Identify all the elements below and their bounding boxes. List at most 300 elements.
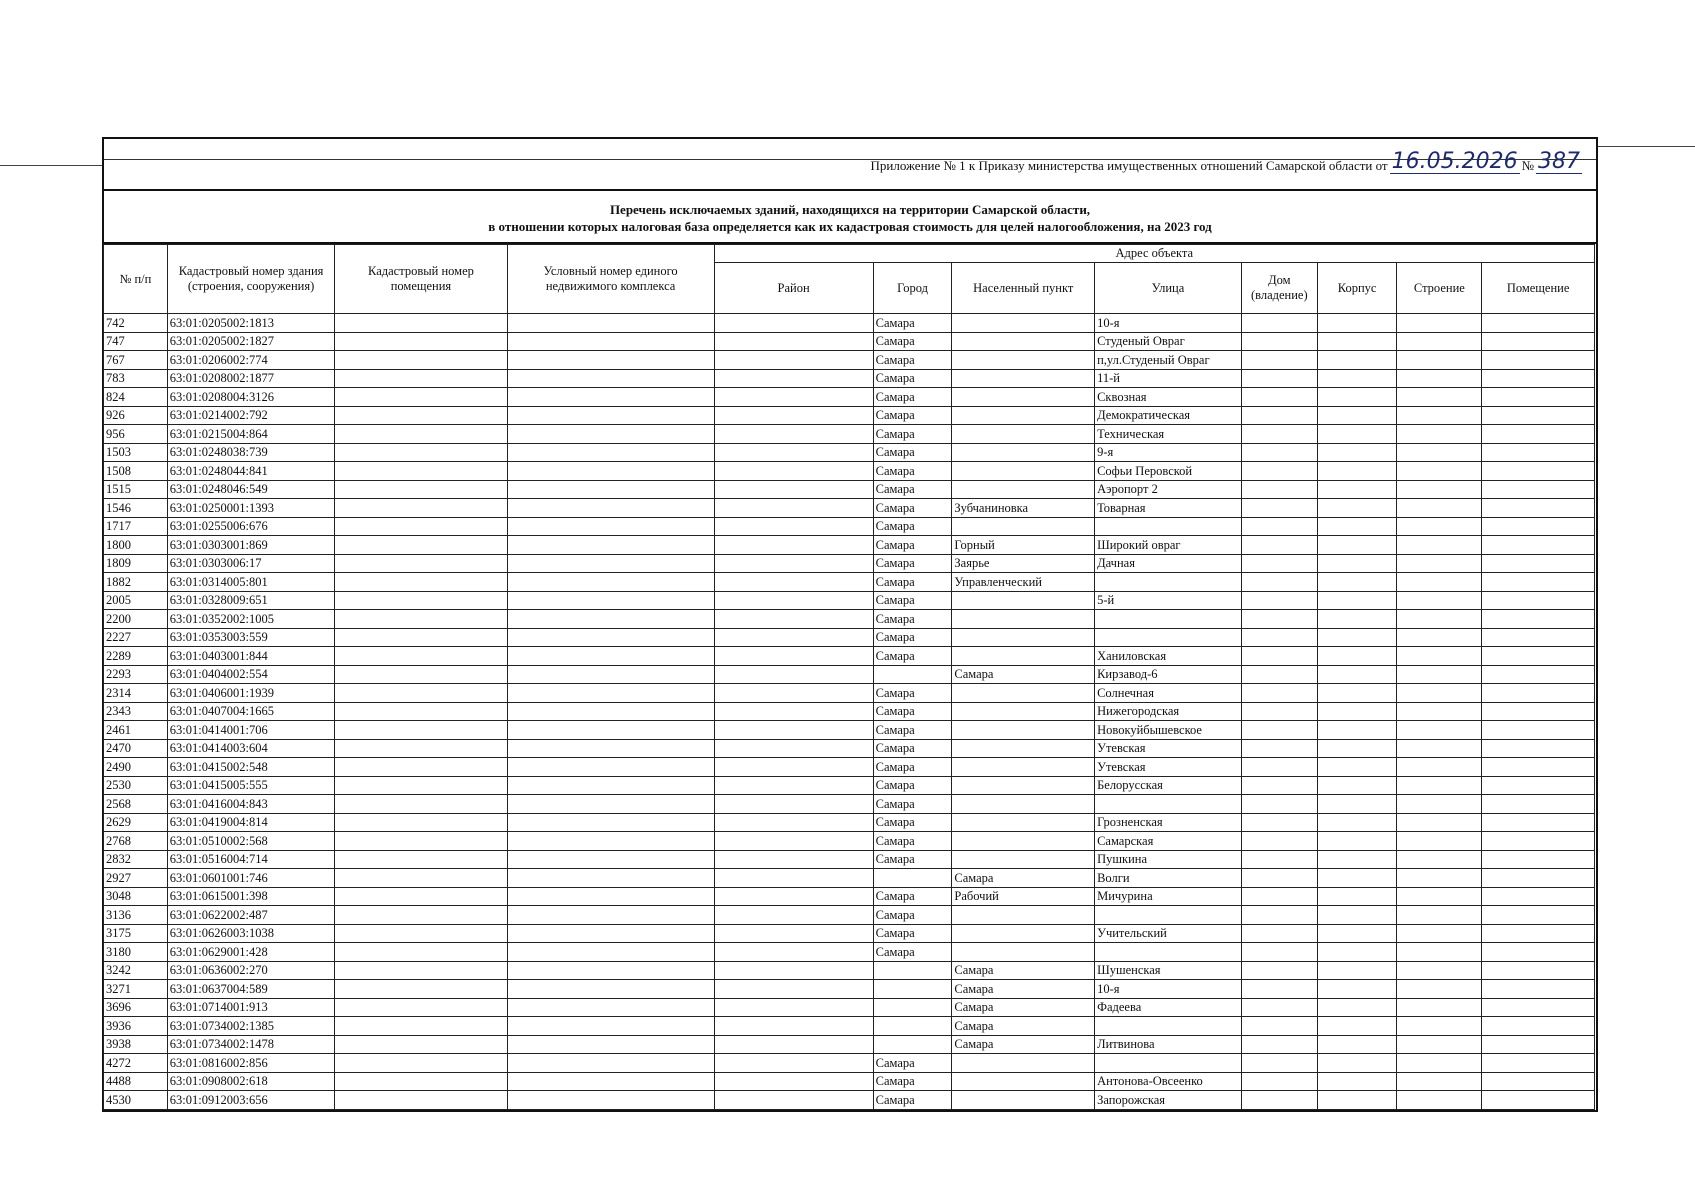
cell-building [1397,795,1482,814]
cell-cond-number [507,1091,714,1110]
cell-building [1397,332,1482,351]
cell-cond-number [507,943,714,962]
cell-premise [1482,517,1595,536]
cell-street: Солнечная [1095,684,1242,703]
cell-district [714,1054,873,1073]
cell-settlement: Самара [952,998,1095,1017]
cell-premise [1482,739,1595,758]
cell-building [1397,850,1482,869]
cell-num: 2530 [104,776,168,795]
cell-premise [1482,369,1595,388]
cell-city: Самара [873,832,952,851]
cell-cad-premise [335,1017,507,1036]
cell-num: 956 [104,425,168,444]
cell-city: Самара [873,758,952,777]
cell-settlement [952,369,1095,388]
cell-cond-number [507,369,714,388]
cell-settlement: Самара [952,980,1095,999]
cell-corpus [1317,388,1397,407]
cell-cad-building: 63:01:0353003:559 [167,628,335,647]
cell-district [714,721,873,740]
table-row [104,684,1595,703]
cell-cad-premise [335,721,507,740]
cell-house [1241,647,1317,666]
cell-cad-building: 63:01:0214002:792 [167,406,335,425]
cell-settlement [952,480,1095,499]
col-header-num: № п/п [104,245,168,314]
cell-house [1241,758,1317,777]
cell-settlement [952,314,1095,333]
cell-corpus [1317,462,1397,481]
col-header-house: Дом (владение) [1241,263,1317,314]
cell-district [714,388,873,407]
cell-corpus [1317,332,1397,351]
cell-cad-building: 63:01:0629001:428 [167,943,335,962]
cell-num: 3271 [104,980,168,999]
cell-cad-premise [335,702,507,721]
cell-cad-building: 63:01:0415005:555 [167,776,335,795]
cell-cad-building: 63:01:0314005:801 [167,573,335,592]
cell-cad-premise [335,591,507,610]
cell-house [1241,850,1317,869]
cell-settlement [952,906,1095,925]
cell-cond-number [507,684,714,703]
cell-house [1241,573,1317,592]
cell-street: 10-я [1095,980,1242,999]
cell-corpus [1317,980,1397,999]
cell-building [1397,887,1482,906]
cell-cond-number [507,795,714,814]
table-header [104,245,1595,314]
appendix-line [870,151,1582,174]
handwritten-order-number: 387 [1538,149,1580,174]
cell-cad-premise [335,517,507,536]
cell-premise [1482,758,1595,777]
cell-building [1397,628,1482,647]
cell-corpus [1317,906,1397,925]
cell-settlement: Самара [952,869,1095,888]
cell-house [1241,406,1317,425]
cell-street [1095,628,1242,647]
cell-cad-building: 63:01:0406001:1939 [167,684,335,703]
cell-district [714,1017,873,1036]
cell-house [1241,665,1317,684]
cell-cad-building: 63:01:0414001:706 [167,721,335,740]
cell-num: 2768 [104,832,168,851]
cell-premise [1482,1054,1595,1073]
cell-cond-number [507,1054,714,1073]
cell-premise [1482,961,1595,980]
cell-house [1241,980,1317,999]
cell-premise [1482,425,1595,444]
cell-street: 11-й [1095,369,1242,388]
cell-num: 4530 [104,1091,168,1110]
cell-street [1095,906,1242,925]
cell-house [1241,351,1317,370]
cell-cad-building: 63:01:0215004:864 [167,425,335,444]
cell-premise [1482,1035,1595,1054]
cell-district [714,776,873,795]
table-row [104,702,1595,721]
cell-district [714,425,873,444]
cell-building [1397,961,1482,980]
cell-settlement [952,813,1095,832]
cell-building [1397,1035,1482,1054]
table-row [104,610,1595,629]
col-header-premise: Помещение [1482,263,1595,314]
cell-cond-number [507,647,714,666]
cell-cond-number [507,1072,714,1091]
col-header-settlement: Населенный пункт [952,263,1095,314]
cell-city: Самара [873,462,952,481]
cell-district [714,869,873,888]
cell-street: Пушкина [1095,850,1242,869]
cell-street: Антонова-Овсеенко [1095,1072,1242,1091]
table-row [104,813,1595,832]
cell-building [1397,480,1482,499]
cell-building [1397,998,1482,1017]
cell-building [1397,1054,1482,1073]
cell-cad-building: 63:01:0404002:554 [167,665,335,684]
cell-cad-premise [335,980,507,999]
cell-city [873,961,952,980]
cell-street: п,ул.Студеный Овраг [1095,351,1242,370]
cell-corpus [1317,591,1397,610]
cell-city: Самара [873,406,952,425]
cell-settlement [952,1072,1095,1091]
cell-premise [1482,388,1595,407]
cell-house [1241,610,1317,629]
cell-cad-premise [335,406,507,425]
cell-city: Самара [873,536,952,555]
cell-house [1241,813,1317,832]
cell-premise [1482,443,1595,462]
cell-settlement: Рабочий [952,887,1095,906]
cell-num: 1882 [104,573,168,592]
cell-settlement [952,610,1095,629]
cell-premise [1482,332,1595,351]
cell-settlement [952,462,1095,481]
appendix-header [104,139,1596,191]
cell-cad-premise [335,924,507,943]
cell-building [1397,351,1482,370]
cell-cad-building: 63:01:0248038:739 [167,443,335,462]
cell-house [1241,684,1317,703]
table-row [104,425,1595,444]
table-row [104,462,1595,481]
cell-settlement [952,351,1095,370]
cell-cad-premise [335,388,507,407]
cell-district [714,739,873,758]
cell-city: Самара [873,887,952,906]
col-header-cad-premise: Кадастровый номер помещения [335,245,507,314]
cell-district [714,554,873,573]
cell-city: Самара [873,776,952,795]
cell-city: Самара [873,1072,952,1091]
cell-district [714,628,873,647]
cell-cad-premise [335,739,507,758]
cell-settlement [952,795,1095,814]
cell-corpus [1317,647,1397,666]
cell-premise [1482,554,1595,573]
cell-cad-premise [335,906,507,925]
cell-settlement [952,702,1095,721]
cell-num: 2200 [104,610,168,629]
cell-city: Самара [873,610,952,629]
cell-corpus [1317,684,1397,703]
cell-house [1241,536,1317,555]
cell-district [714,998,873,1017]
cell-building [1397,943,1482,962]
cell-street: Фадеева [1095,998,1242,1017]
cell-cad-premise [335,351,507,370]
cell-street: Запорожская [1095,1091,1242,1110]
cell-house [1241,443,1317,462]
cell-cond-number [507,462,714,481]
cell-district [714,1091,873,1110]
cell-settlement: Самара [952,961,1095,980]
cell-cond-number [507,980,714,999]
cell-cond-number [507,702,714,721]
cell-city [873,869,952,888]
cell-premise [1482,1017,1595,1036]
cell-cond-number [507,665,714,684]
cell-cond-number [507,351,714,370]
cell-city: Самара [873,480,952,499]
table-row [104,943,1595,962]
table-body [104,314,1595,1110]
cell-street: Учительский [1095,924,1242,943]
cell-cond-number [507,573,714,592]
cell-corpus [1317,869,1397,888]
cell-cond-number [507,406,714,425]
cell-house [1241,1054,1317,1073]
document-sheet [102,137,1598,1112]
table-row [104,647,1595,666]
cell-city: Самара [873,499,952,518]
table-row [104,499,1595,518]
table-row [104,850,1595,869]
cell-district [714,406,873,425]
table-row [104,1035,1595,1054]
cell-settlement [952,647,1095,666]
cell-premise [1482,906,1595,925]
cell-cad-premise [335,628,507,647]
cell-settlement [952,406,1095,425]
cell-building [1397,758,1482,777]
cell-num: 1809 [104,554,168,573]
cell-num: 3936 [104,1017,168,1036]
cell-num: 4272 [104,1054,168,1073]
cell-house [1241,1072,1317,1091]
cell-street: Ханиловская [1095,647,1242,666]
cell-building [1397,739,1482,758]
table-row [104,832,1595,851]
cell-corpus [1317,406,1397,425]
cell-street: Товарная [1095,499,1242,518]
cell-premise [1482,1072,1595,1091]
cell-corpus [1317,443,1397,462]
cell-premise [1482,314,1595,333]
cell-num: 747 [104,332,168,351]
cell-settlement [952,388,1095,407]
cell-street: Мичурина [1095,887,1242,906]
cell-settlement [952,684,1095,703]
cell-cond-number [507,1017,714,1036]
cell-district [714,480,873,499]
title-line-1: Перечень исключаемых зданий, находящихся на территории Самарской области, [609,202,1091,217]
cell-cad-building: 63:01:0622002:487 [167,906,335,925]
cell-corpus [1317,961,1397,980]
cell-cond-number [507,591,714,610]
cell-num: 1546 [104,499,168,518]
table-row [104,887,1595,906]
cell-district [714,961,873,980]
cell-street: Волги [1095,869,1242,888]
cell-cond-number [507,332,714,351]
cell-premise [1482,1091,1595,1110]
cell-corpus [1317,554,1397,573]
cell-num: 2314 [104,684,168,703]
cell-premise [1482,628,1595,647]
cell-premise [1482,462,1595,481]
cell-city: Самара [873,795,952,814]
cell-corpus [1317,850,1397,869]
cell-district [714,924,873,943]
cell-city: Самара [873,739,952,758]
cell-num: 3136 [104,906,168,925]
cell-corpus [1317,499,1397,518]
cell-cond-number [507,850,714,869]
cell-district [714,1035,873,1054]
table-row [104,721,1595,740]
col-header-cad-building: Кадастровый номер здания (строения, сооружения) [167,245,335,314]
cell-cond-number [507,314,714,333]
scan-edge-line-left [0,165,104,166]
cell-premise [1482,721,1595,740]
table-row [104,314,1595,333]
cell-num: 2629 [104,813,168,832]
cell-cad-building: 63:01:0248044:841 [167,462,335,481]
cell-cond-number [507,758,714,777]
cell-num: 3938 [104,1035,168,1054]
cell-settlement [952,832,1095,851]
cell-house [1241,832,1317,851]
cell-corpus [1317,758,1397,777]
cell-num: 2289 [104,647,168,666]
cell-city [873,980,952,999]
scan-edge-line-right [1597,146,1695,147]
cell-premise [1482,591,1595,610]
cell-house [1241,462,1317,481]
cell-building [1397,721,1482,740]
table-row [104,369,1595,388]
cell-street: Софьи Перовской [1095,462,1242,481]
col-header-city: Город [873,263,952,314]
cell-num: 4488 [104,1072,168,1091]
cell-num: 3242 [104,961,168,980]
cell-corpus [1317,480,1397,499]
col-header-street: Улица [1095,263,1242,314]
cell-district [714,702,873,721]
cell-district [714,906,873,925]
cell-house [1241,776,1317,795]
cell-settlement: Заярье [952,554,1095,573]
table-row [104,443,1595,462]
buildings-table [103,244,1595,1110]
cell-premise [1482,647,1595,666]
cell-num: 926 [104,406,168,425]
cell-cond-number [507,443,714,462]
cell-city: Самара [873,573,952,592]
cell-street: 5-й [1095,591,1242,610]
cell-district [714,850,873,869]
cell-street: Нижегородская [1095,702,1242,721]
col-header-cond-number: Условный номер единого недвижимого комплекса [507,245,714,314]
cell-house [1241,795,1317,814]
cell-street: Новокуйбышевское [1095,721,1242,740]
cell-cad-premise [335,813,507,832]
cell-cad-premise [335,554,507,573]
cell-cad-premise [335,776,507,795]
cell-cad-premise [335,795,507,814]
cell-cad-building: 63:01:0510002:568 [167,832,335,851]
cell-district [714,647,873,666]
cell-building [1397,610,1482,629]
cell-district [714,591,873,610]
table-row [104,332,1595,351]
cell-cond-number [507,721,714,740]
cell-cad-premise [335,462,507,481]
cell-cad-premise [335,610,507,629]
cell-district [714,573,873,592]
cell-premise [1482,850,1595,869]
cell-district [714,795,873,814]
cell-building [1397,443,1482,462]
table-row [104,388,1595,407]
cell-city: Самара [873,332,952,351]
table-row [104,758,1595,777]
cell-street: Кирзавод-6 [1095,665,1242,684]
cell-cad-building: 63:01:0414003:604 [167,739,335,758]
cell-city: Самара [873,351,952,370]
cell-house [1241,961,1317,980]
cell-settlement: Зубчаниновка [952,499,1095,518]
cell-cond-number [507,610,714,629]
cell-city: Самара [873,1091,952,1110]
cell-cad-premise [335,425,507,444]
cell-cond-number [507,480,714,499]
cell-cad-building: 63:01:0328009:651 [167,591,335,610]
cell-cad-premise [335,887,507,906]
cell-cad-premise [335,832,507,851]
cell-city [873,998,952,1017]
cell-settlement [952,943,1095,962]
cell-district [714,943,873,962]
cell-corpus [1317,702,1397,721]
cell-cad-building: 63:01:0734002:1478 [167,1035,335,1054]
cell-cond-number [507,776,714,795]
cell-settlement: Управленческий [952,573,1095,592]
cell-house [1241,721,1317,740]
cell-corpus [1317,721,1397,740]
cell-district [714,314,873,333]
cell-city: Самара [873,443,952,462]
cell-building [1397,1017,1482,1036]
cell-settlement: Самара [952,665,1095,684]
cell-corpus [1317,610,1397,629]
cell-premise [1482,924,1595,943]
